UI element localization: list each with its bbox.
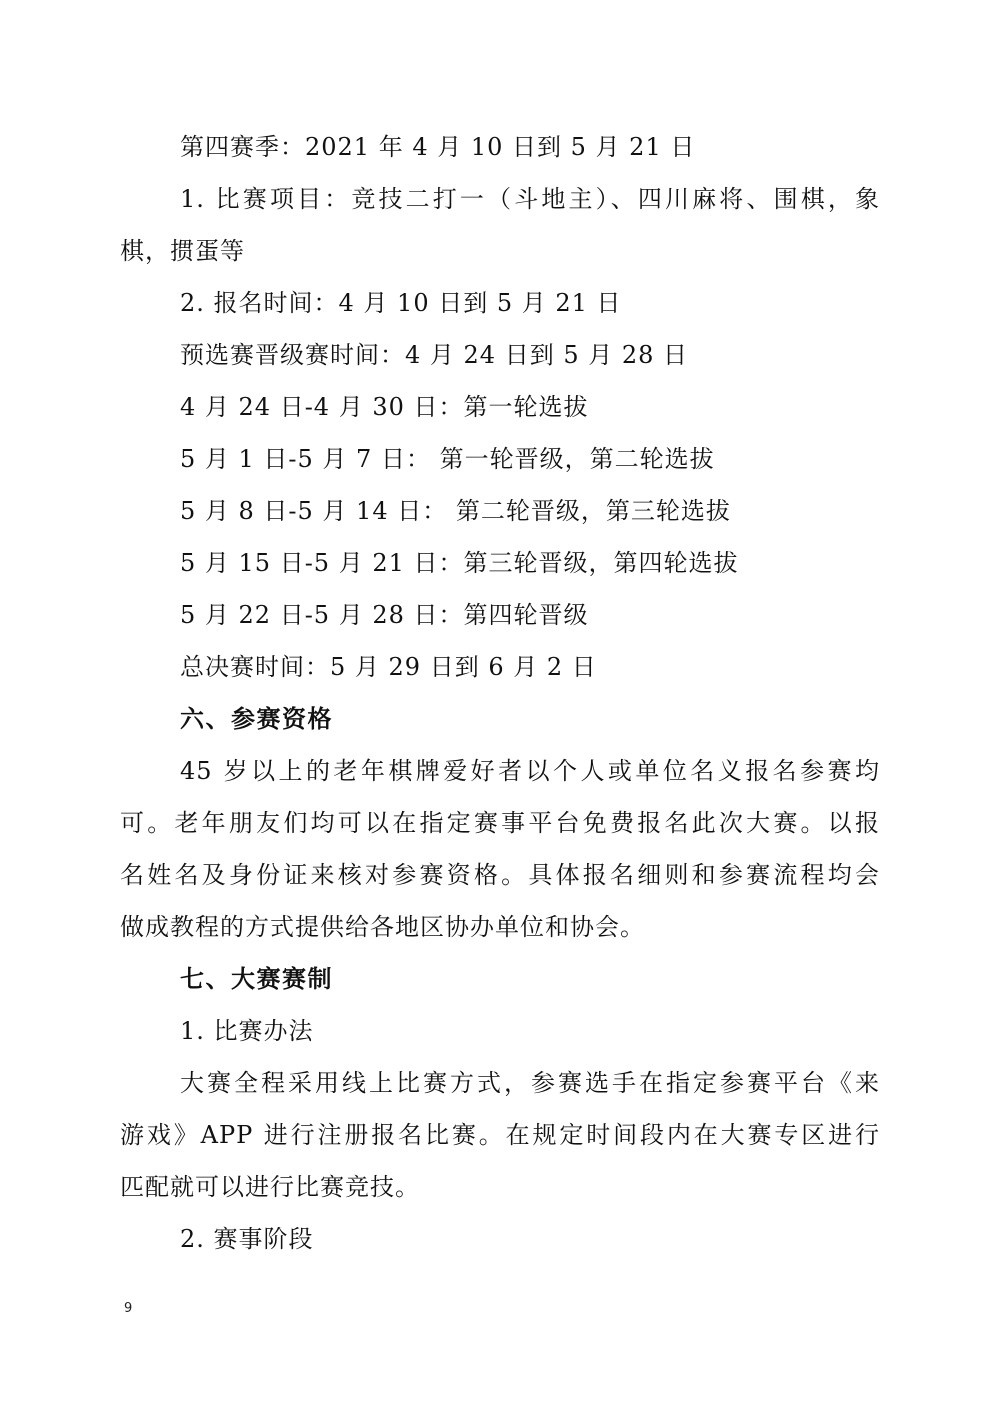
- subheading-event-stage: 2. 赛事阶段: [180, 1225, 314, 1253]
- schedule-row: 5 月 22 日-5 月 28 日：第四轮晋级: [180, 601, 589, 629]
- season-four-line: 第四赛季：2021 年 4 月 10 日到 5 月 21 日: [180, 133, 696, 161]
- final-time-line: 总决赛时间：5 月 29 日到 6 月 2 日: [180, 653, 597, 681]
- competition-items-line: 1. 比赛项目：竞技二打一（斗地主）、四川麻将、围棋，象: [180, 185, 880, 213]
- eligibility-paragraph-line: 45 岁以上的老年棋牌爱好者以个人或单位名义报名参赛均: [180, 757, 880, 785]
- registration-time-line: 2. 报名时间：4 月 10 日到 5 月 21 日: [180, 289, 622, 317]
- section-heading-competition-system: 七、大赛赛制: [180, 965, 333, 993]
- competition-items-continuation: 棋，掼蛋等: [120, 237, 245, 265]
- eligibility-paragraph-line: 可。老年朋友们均可以在指定赛事平台免费报名此次大赛。以报: [120, 809, 880, 837]
- competition-method-paragraph-line: 匹配就可以进行比赛竞技。: [120, 1173, 420, 1201]
- section-heading-eligibility: 六、参赛资格: [180, 705, 333, 733]
- eligibility-paragraph-line: 名姓名及身份证来核对参赛资格。具体报名细则和参赛流程均会: [120, 861, 880, 889]
- subheading-competition-method: 1. 比赛办法: [180, 1017, 314, 1045]
- schedule-row: 5 月 15 日-5 月 21 日：第三轮晋级，第四轮选拔: [180, 549, 739, 577]
- schedule-row: 5 月 1 日-5 月 7 日： 第一轮晋级，第二轮选拔: [180, 445, 715, 473]
- competition-method-paragraph-line: 大赛全程采用线上比赛方式，参赛选手在指定参赛平台《来: [180, 1069, 880, 1097]
- page-number: 9: [124, 1301, 133, 1316]
- preliminary-promotion-time-line: 预选赛晋级赛时间：4 月 24 日到 5 月 28 日: [180, 341, 689, 369]
- eligibility-paragraph-line: 做成教程的方式提供给各地区协办单位和协会。: [120, 913, 645, 941]
- competition-method-paragraph-line: 游戏》APP 进行注册报名比赛。在规定时间段内在大赛专区进行: [120, 1121, 880, 1149]
- schedule-row: 5 月 8 日-5 月 14 日： 第二轮晋级，第三轮选拔: [180, 497, 731, 525]
- schedule-row: 4 月 24 日-4 月 30 日：第一轮选拔: [180, 393, 589, 421]
